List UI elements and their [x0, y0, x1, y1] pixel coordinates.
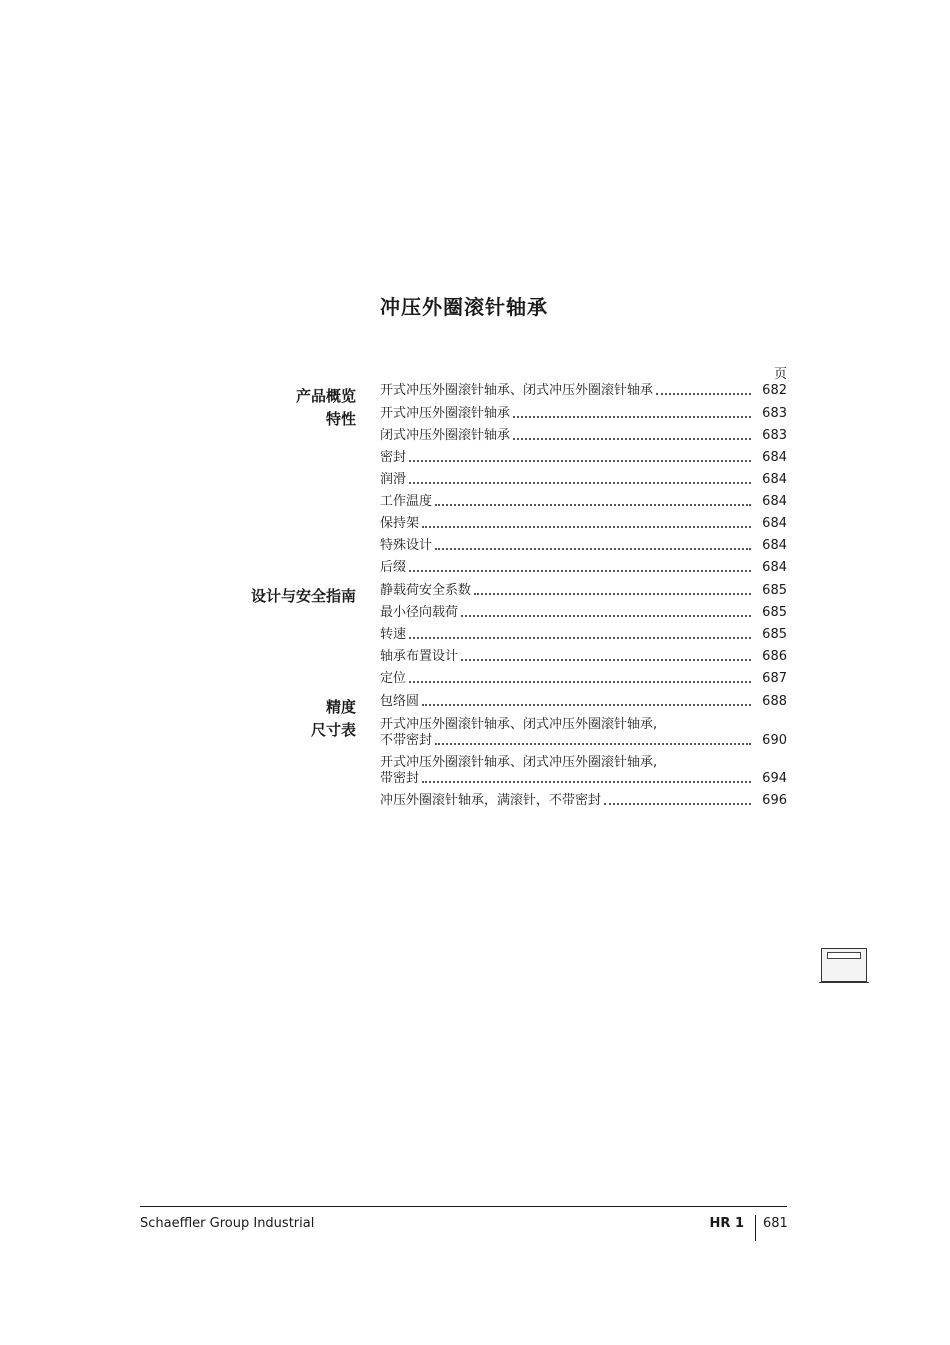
bearing-tab-icon [821, 948, 867, 982]
dot-leader [422, 703, 751, 706]
dot-leader [461, 614, 751, 617]
dot-leader [604, 802, 751, 805]
footer-separator [755, 1215, 756, 1241]
toc-entry-page: 684 [762, 472, 787, 487]
toc-entry[interactable] [380, 384, 787, 398]
page-title: 冲压外圈滚针轴承 [380, 295, 548, 319]
toc-section [0, 383, 950, 405]
toc-entry-page: 688 [762, 694, 787, 709]
dot-leader [513, 415, 751, 418]
toc-entry-title: 密封 [380, 450, 407, 465]
dot-leader [409, 459, 751, 462]
toc-entry[interactable] [380, 718, 787, 748]
toc-entry[interactable] [380, 695, 787, 709]
toc-entry[interactable] [380, 628, 787, 642]
toc-entry-page: 684 [762, 538, 787, 553]
toc-entry-title: 静载荷安全系数 [380, 583, 472, 598]
toc-entry-title: 冲压外圈滚针轴承，满滚针，不带密封 [380, 793, 602, 808]
toc-entry-title: 后缀 [380, 560, 407, 575]
toc-entry[interactable] [380, 495, 787, 509]
toc-entry-page: 682 [762, 383, 787, 398]
toc-entry-title: 开式冲压外圈滚针轴承 [380, 406, 511, 421]
toc-entry[interactable] [380, 517, 787, 531]
toc-entry[interactable] [380, 561, 787, 575]
toc-entry-title: 闭式冲压外圈滚针轴承 [380, 428, 511, 443]
toc-entry-title: 包络圆 [380, 694, 420, 709]
dot-leader [409, 569, 751, 572]
toc-entry-title: 定位 [380, 671, 407, 686]
toc-entry-title-line1: 开式冲压外圈滚针轴承、闭式冲压外圈滚针轴承, [380, 755, 658, 770]
dot-leader [409, 481, 751, 484]
footer-company: Schaeffler Group Industrial [140, 1216, 315, 1231]
toc-entry-page: 687 [762, 671, 787, 686]
toc-entry-title: 转速 [380, 627, 407, 642]
toc-section [0, 694, 950, 716]
toc-entry[interactable] [380, 672, 787, 686]
dot-leader [513, 437, 751, 440]
dot-leader [435, 547, 751, 550]
dot-leader [435, 503, 751, 506]
toc-entry-title: 最小径向载荷 [380, 605, 459, 620]
footer-catalog-code: HR 1 [709, 1216, 744, 1231]
dot-leader [461, 658, 751, 661]
toc-entry[interactable] [380, 650, 787, 664]
toc-entry-title: 特殊设计 [380, 538, 433, 553]
toc-entry-page: 685 [762, 605, 787, 620]
toc-entry-title: 保持架 [380, 516, 420, 531]
toc-entry-title: 润滑 [380, 472, 407, 487]
toc-entry[interactable] [380, 451, 787, 465]
dot-leader [409, 636, 751, 639]
toc-section [0, 584, 950, 686]
toc-entry-title: 带密封 [380, 771, 420, 786]
toc-entry[interactable] [380, 584, 787, 598]
toc-section-heading: 精度 [325, 698, 356, 716]
toc-section-heading: 产品概览 [295, 387, 356, 405]
dot-leader [422, 525, 751, 528]
dot-leader [409, 680, 751, 683]
toc-entry[interactable] [380, 539, 787, 553]
dot-leader [474, 592, 751, 595]
toc-section [0, 718, 950, 808]
toc-entry-page: 684 [762, 450, 787, 465]
toc-entry-page: 685 [762, 627, 787, 642]
toc-entry-page: 694 [762, 771, 787, 786]
toc-entry-page: 686 [762, 649, 787, 664]
toc-entry-page: 690 [762, 733, 787, 748]
page-column-label: 页 [773, 367, 787, 382]
dot-leader [422, 780, 751, 783]
toc-entry-title: 开式冲压外圈滚针轴承、闭式冲压外圈滚针轴承 [380, 383, 654, 398]
toc-entry-page: 684 [762, 516, 787, 531]
toc-section-heading: 尺寸表 [310, 721, 356, 739]
toc-entry-page: 685 [762, 583, 787, 598]
dot-leader [435, 742, 751, 745]
toc-entry-page: 696 [762, 793, 787, 808]
footer-page-number: 681 [763, 1216, 788, 1231]
toc-entry-title: 不带密封 [380, 733, 433, 748]
toc-entry-title-line1: 开式冲压外圈滚针轴承、闭式冲压外圈滚针轴承, [380, 717, 658, 732]
toc-entry[interactable] [380, 407, 787, 421]
toc-entry-page: 684 [762, 560, 787, 575]
toc-entry[interactable] [380, 473, 787, 487]
footer-divider [140, 1206, 787, 1207]
toc-entry-page: 683 [762, 428, 787, 443]
toc-entry-title: 轴承布置设计 [380, 649, 459, 664]
dot-leader [656, 392, 751, 395]
toc-section [0, 407, 950, 575]
toc-entry[interactable] [380, 756, 787, 786]
toc-entry-page: 683 [762, 406, 787, 421]
table-of-contents [0, 384, 950, 817]
toc-section-heading: 设计与安全指南 [250, 587, 356, 605]
toc-entry-title: 工作温度 [380, 494, 433, 509]
toc-entry[interactable] [380, 794, 787, 808]
toc-section-heading: 特性 [325, 410, 356, 428]
toc-entry[interactable] [380, 429, 787, 443]
toc-entry-page: 684 [762, 494, 787, 509]
toc-entry[interactable] [380, 606, 787, 620]
